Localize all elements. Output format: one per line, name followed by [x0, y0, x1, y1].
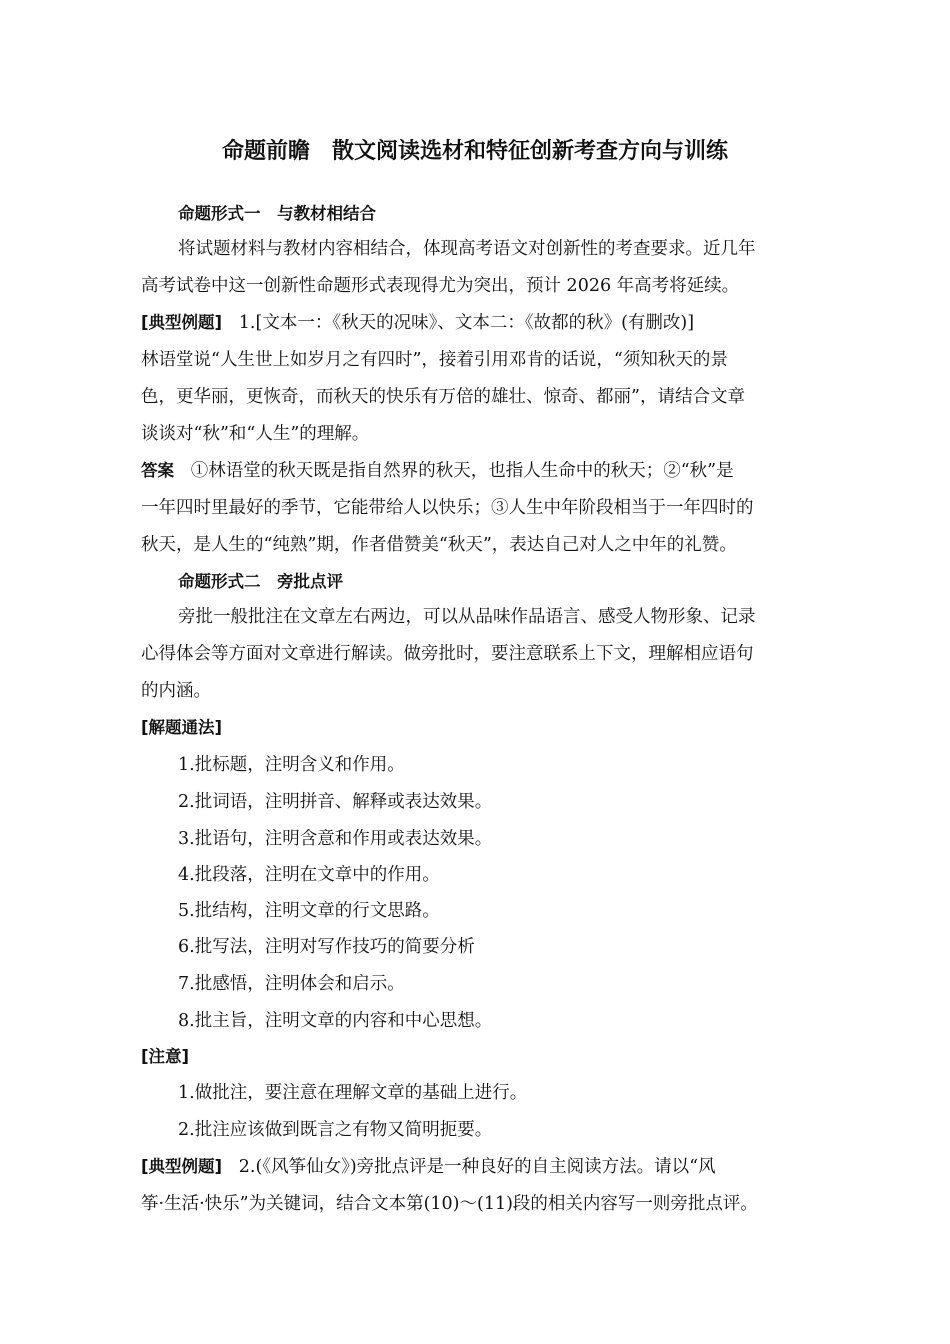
- answer-text: ①林语堂的秋天既是指自然界的秋天，也指人生命中的秋天；②“秋”是: [190, 461, 734, 481]
- answer-line: 秋天，是人生的“纯熟”期，作者借赞美“秋天”，表达自己对人之中年的礼赞。: [141, 535, 737, 555]
- note-label: [注意]: [141, 1047, 190, 1066]
- question-line: 林语堂说“人生世上如岁月之有四时”，接着引用邓肯的话说，“须知秋天的景: [141, 350, 728, 370]
- section-heading-2: 命题形式二 旁批点评: [178, 572, 343, 591]
- answer-line: [141, 458, 821, 484]
- example-label: [典型例题]: [141, 1157, 223, 1176]
- list-item: 4.批段落，注明在文章中的作用。: [178, 865, 440, 885]
- answer-line: 一年四时里最好的季节，它能带给人以快乐；③人生中年阶段相当于一年四时的: [141, 498, 754, 518]
- question-line: 色，更华丽，更恢奇，而秋天的快乐有万倍的雄壮、惊奇、都丽”，请结合文章: [141, 387, 745, 407]
- list-item: 3.批语句，注明含意和作用或表达效果。: [178, 829, 493, 849]
- paragraph-line: 将试题材料与教材内容相结合，体现高考语文对创新性的考查要求。近几年: [178, 239, 756, 259]
- example-line: [141, 1154, 821, 1180]
- list-item: 8.批主旨，注明文章的内容和中心思想。: [178, 1011, 493, 1031]
- example-label: [典型例题]: [141, 313, 223, 332]
- list-item: 1.做批注，要注意在理解文章的基础上进行。: [178, 1083, 528, 1103]
- section-heading-1: 命题形式一 与教材相结合: [178, 204, 376, 223]
- list-item: 2.批注应该做到既言之有物又简明扼要。: [178, 1120, 493, 1140]
- paragraph-line: 旁批一般批注在文章左右两边，可以从品味作品语言、感受人物形象、记录: [178, 607, 756, 627]
- answer-label: 答案: [141, 461, 174, 480]
- paragraph-line: 高考试卷中这一创新性命题形式表现得尤为突出，预计 2026 年高考将延续。: [141, 276, 740, 296]
- paragraph-line: 的内涵。: [141, 681, 211, 701]
- list-item: 1.批标题，注明含义和作用。: [178, 755, 405, 775]
- list-item: 6.批写法，注明对写作技巧的简要分析: [178, 937, 475, 957]
- list-item: 2.批词语，注明拼音、解释或表达效果。: [178, 792, 493, 812]
- list-item: 7.批感悟，注明体会和启示。: [178, 974, 405, 994]
- list-item: 5.批结构，注明文章的行文思路。: [178, 901, 440, 921]
- page-title: 命题前瞻 散文阅读选材和特征创新考查方向与训练: [221, 139, 728, 164]
- paragraph-line: 心得体会等方面对文章进行解读。做旁批时，要注意联系上下文，理解相应语句: [141, 644, 754, 664]
- example-text: 2.(《风筝仙女》)旁批点评是一种良好的自主阅读方法。请以“风: [238, 1157, 716, 1177]
- example-source: 1.[文本一：《秋天的况味》、文本二：《故都的秋》(有删改)]: [238, 313, 695, 333]
- method-label: [解题通法]: [141, 718, 223, 737]
- question-line: 谈谈对“秋”和“人生”的理解。: [141, 424, 370, 444]
- example-line: [141, 310, 821, 336]
- example-line: 筝·生活·快乐”为关键词，结合文本第(10)～(11)段的相关内容写一则旁批点评。: [141, 1194, 758, 1214]
